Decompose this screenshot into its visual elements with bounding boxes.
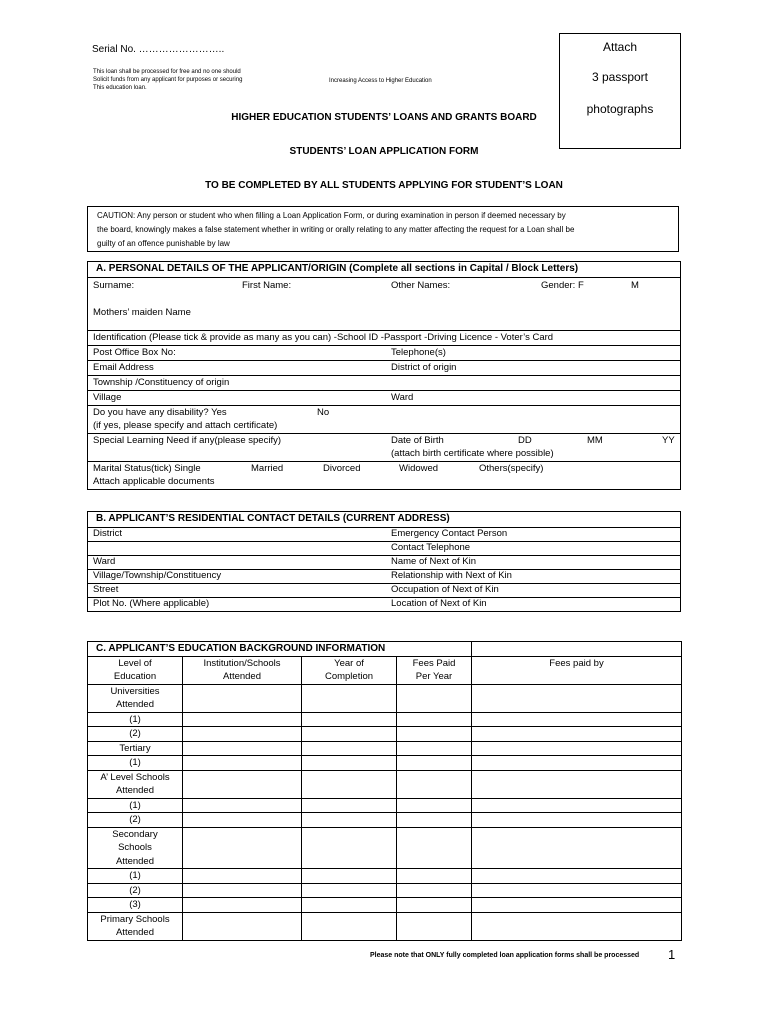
special-need-row [88,434,680,462]
tagline: Increasing Access to Higher Education [329,78,432,84]
contact-right-field[interactable]: Relationship with Next of Kin [391,570,512,581]
instruction-heading: TO BE COMPLETED BY ALL STUDENTS APPLYING FOR STUDENT’S LOAN [205,180,563,191]
table-row: (1) [88,756,682,771]
page-number: 1 [668,947,676,962]
table-row: (2) [88,727,682,742]
photo-box: Attach 3 passport photographs [559,33,681,149]
table-row: Secondary Schools Attended [88,827,682,869]
disability-yes-option[interactable]: Do you have any disability? Yes [93,407,227,418]
form-title: STUDENTS’ LOAN APPLICATION FORM [289,146,479,157]
section-c-title: C. APPLICANT’S EDUCATION BACKGROUND INFORMATION [88,642,472,657]
po-box-row [88,346,680,361]
village-row [88,391,680,406]
contact-left-field[interactable]: Village/Township/Constituency [93,570,222,581]
surname-field[interactable]: Surname: [93,280,135,291]
disability-no-option[interactable]: No [317,407,330,418]
education-table [87,641,682,941]
section-a [87,261,681,490]
table-row: A’ Level Schools Attended [88,770,682,798]
contact-left-field[interactable]: Street [93,584,119,595]
name-row [88,278,680,331]
col-fees: Fees Paid Per Year [397,656,472,684]
telephone-field[interactable]: Telephone(s) [391,347,446,358]
contact-right-field[interactable]: Location of Next of Kin [391,598,487,609]
table-row: (2) [88,883,682,898]
contact-row [88,598,680,611]
table-row: (1) [88,712,682,727]
marital-widowed-option[interactable]: Widowed [399,463,439,474]
marital-row [88,462,680,489]
table-row: Tertiary [88,741,682,756]
contact-row [88,556,680,570]
ward-field[interactable]: Ward [391,392,414,403]
gender-female-option[interactable]: Gender: F [541,280,584,291]
contact-row [88,528,680,542]
contact-right-field[interactable]: Occupation of Next of Kin [391,584,499,595]
marital-married-option[interactable]: Married [251,463,284,474]
gender-male-option[interactable]: M [631,280,639,291]
table-row: (1) [88,869,682,884]
dob-month[interactable]: MM [587,435,603,446]
section-a-title: A. PERSONAL DETAILS OF THE APPLICANT/ORIGIN (Complete all sections in Capital / Block Letters) [88,262,680,278]
disability-note: (if yes, please specify and attach certificate) [93,420,278,431]
table-header [88,656,682,684]
contact-left-field[interactable]: Plot No. (Where applicable) [93,598,210,609]
caution-box: CAUTION: Any person or student who when filling a Loan Application Form, or during examination in person if deemed necessary by the board, knowingly makes a false statement whether in writing or orally relating to any matter affecting the request for a Loan shall be guilty of an offence punishable by law [87,206,679,252]
email-field[interactable]: Email Address [93,362,154,373]
contact-row [88,570,680,584]
col-fees-paid-by: Fees paid by [472,656,682,684]
board-title: HIGHER EDUCATION STUDENTS’ LOANS AND GRANTS BOARD [231,112,537,123]
village-field[interactable]: Village [93,392,122,403]
other-names-field[interactable]: Other Names: [391,280,451,291]
section-b-title: B. APPLICANT’S RESIDENTIAL CONTACT DETAILS (CURRENT ADDRESS) [88,512,680,528]
contact-right-field[interactable]: Emergency Contact Person [391,528,508,539]
identification-row [88,331,680,346]
marital-others-option[interactable]: Others(specify) [479,463,544,474]
contact-right-field[interactable]: Contact Telephone [391,542,471,553]
first-name-field[interactable]: First Name: [242,280,292,291]
contact-left-field[interactable]: Ward [93,556,116,567]
email-row [88,361,680,376]
dob-year[interactable]: YY [662,435,675,446]
table-row: (2) [88,813,682,828]
contact-row [88,542,680,556]
section-c-title-row [88,642,682,657]
table-row: (1) [88,798,682,813]
contact-left-field[interactable]: District [93,528,123,539]
table-row: (3) [88,898,682,913]
district-origin-field[interactable]: District of origin [391,362,457,373]
identification-field[interactable]: Identification (Please tick & provide as many as you can) -School ID -Passport -Driving Licence - Voter’s Card [93,332,554,343]
section-b [87,511,681,612]
table-row: Primary Schools Attended [88,912,682,940]
serial-number: Serial No. …………………….. [92,44,225,55]
free-processing-note: This loan shall be processed for free and no one should Solicit funds from any applicant for purposes or securing This education loan. [93,69,243,91]
attach-docs-note: Attach applicable documents [93,476,215,487]
township-row [88,376,680,391]
township-field[interactable]: Township /Constituency of origin [93,377,230,388]
po-box-field[interactable]: Post Office Box No: [93,347,176,358]
col-level: Level of Education [88,656,183,684]
dob-day[interactable]: DD [518,435,532,446]
marital-divorced-option[interactable]: Divorced [323,463,361,474]
contact-right-field[interactable]: Name of Next of Kin [391,556,477,567]
dob-note: (attach birth certificate where possible) [391,448,554,459]
contact-row [88,584,680,598]
dob-field[interactable]: Date of Birth [391,435,444,446]
table-row: Universities Attended [88,684,682,712]
special-need-field[interactable]: Special Learning Need if any(please specify) [93,435,281,446]
footer-note: Please note that ONLY fully completed loan application forms shall be processed [370,952,640,959]
disability-row [88,406,680,434]
maiden-name-field[interactable]: Mothers’ maiden Name [93,307,191,318]
marital-single-option[interactable]: Marital Status(tick) Single [93,463,201,474]
col-year: Year of Completion [302,656,397,684]
col-institution: Institution/Schools Attended [183,656,302,684]
